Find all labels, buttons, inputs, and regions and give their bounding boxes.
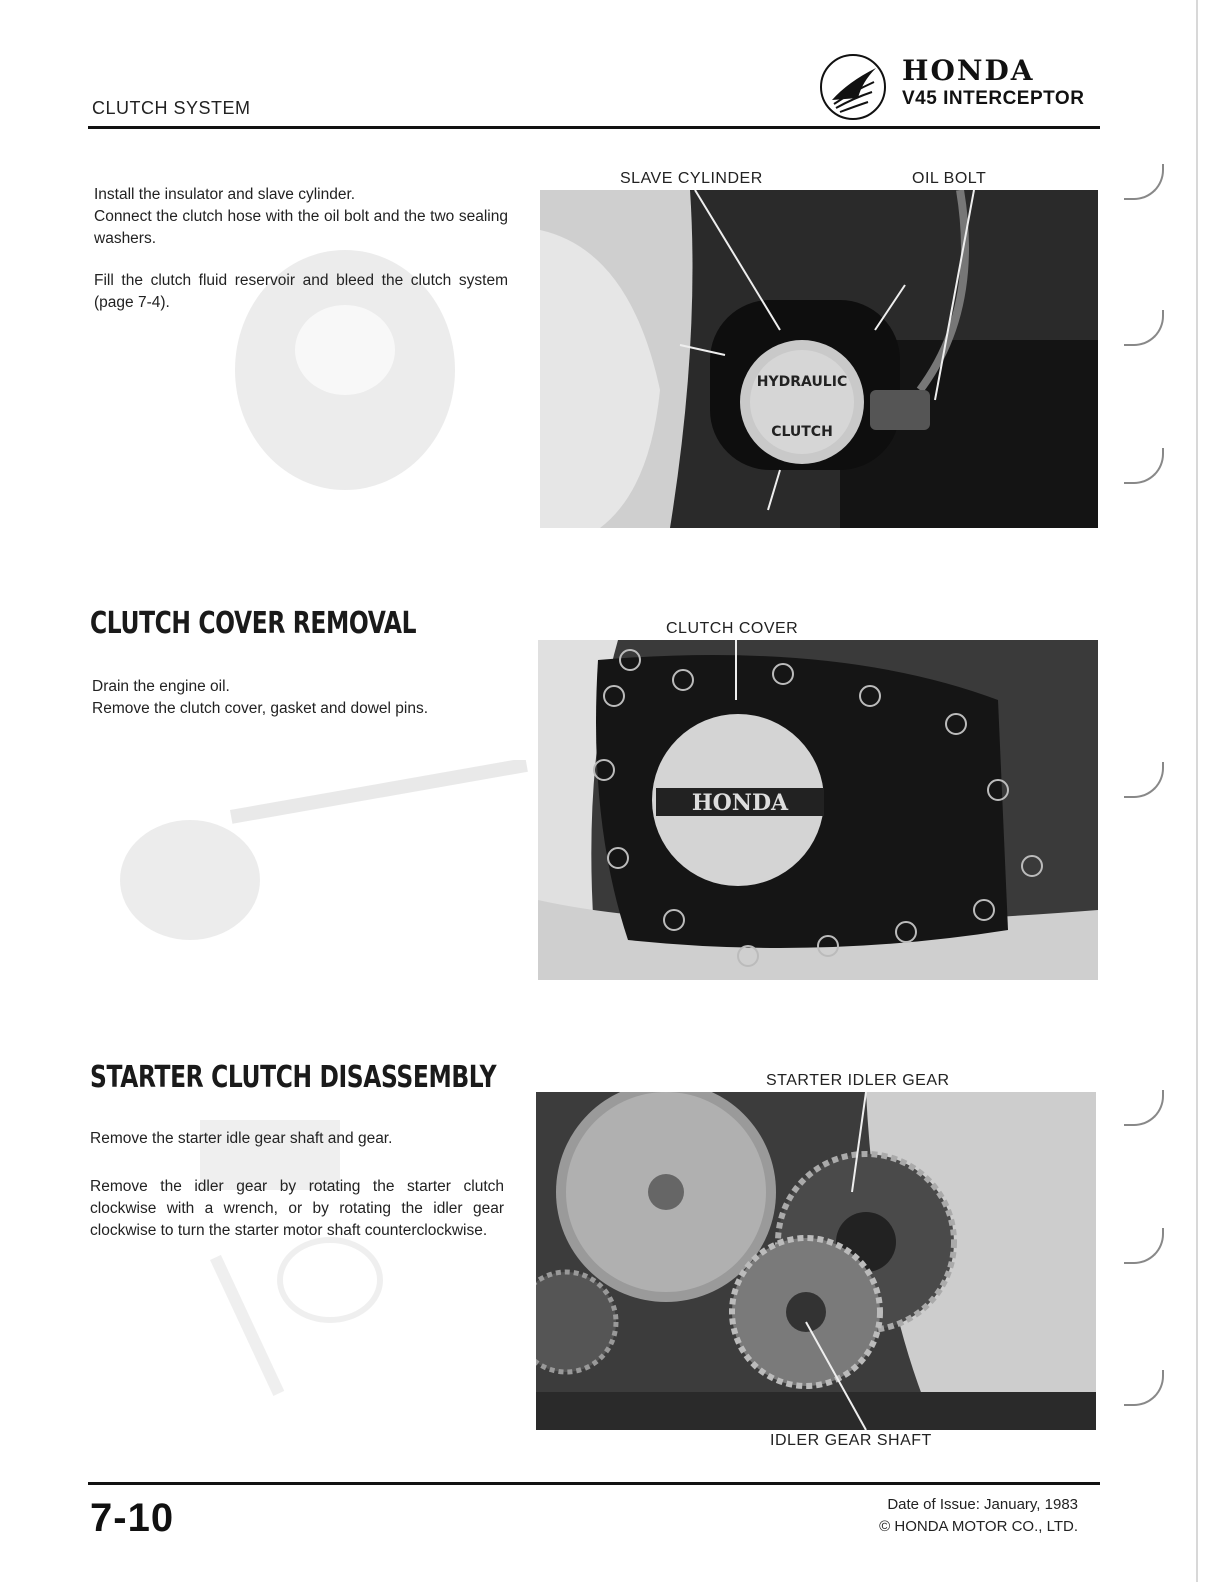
- binder-hole: [1124, 1228, 1164, 1264]
- instruction-line: Remove the starter idle gear shaft and gear.: [90, 1130, 393, 1147]
- instruction-line: Remove the clutch cover, gasket and dowel pins.: [92, 700, 429, 717]
- wing-logo-icon: [818, 52, 888, 122]
- section-heading: CLUTCH COVER REMOVAL: [90, 606, 417, 641]
- binder-hole: [1124, 448, 1164, 484]
- instruction-line: Connect the clutch hose with the oil bolt and the two sealing washers.: [94, 208, 508, 247]
- footer-rule: [88, 1482, 1100, 1485]
- copyright: © HONDA MOTOR CO., LTD.: [879, 1518, 1078, 1535]
- binder-hole: [1124, 164, 1164, 200]
- binder-hole: [1124, 1090, 1164, 1126]
- instruction-line: Install the insulator and slave cylinder.: [94, 186, 356, 203]
- binder-hole: [1124, 762, 1164, 798]
- callout-idler-gear-shaft: IDLER GEAR SHAFT: [770, 1432, 932, 1449]
- issue-info: [780, 1494, 1078, 1538]
- section-heading: STARTER CLUTCH DISASSEMBLY: [90, 1060, 497, 1095]
- install-instructions: [94, 184, 508, 314]
- cover-badge: HONDA: [691, 790, 789, 816]
- page-number: 7-10: [90, 1496, 175, 1540]
- slave-cylinder-photo: [540, 190, 1098, 528]
- instruction-line: Remove the idler gear by rotating the starter clutch clockwise with a wrench, or by rotating the idler gear clockwise to turn the starter motor shaft counterclockwise.: [90, 1178, 504, 1239]
- callout-clutch-cover: CLUTCH COVER: [666, 620, 799, 637]
- binder-hole: [1124, 310, 1164, 346]
- brand-logo: [818, 52, 1108, 126]
- removal-instructions: [92, 676, 512, 720]
- page-edge: [1196, 0, 1198, 1582]
- instruction-line: Drain the engine oil.: [92, 678, 230, 695]
- cover-text-bottom: CLUTCH: [771, 424, 833, 440]
- starter-clutch-photo: [536, 1092, 1096, 1430]
- disassembly-instructions: [90, 1128, 504, 1242]
- callout-starter-idler-gear: STARTER IDLER GEAR: [766, 1072, 950, 1089]
- instruction-line: Fill the clutch fluid reservoir and bleed the clutch system (page 7-4).: [94, 272, 508, 311]
- clutch-cover-photo: [538, 640, 1098, 980]
- cover-text-top: HYDRAULIC: [756, 374, 848, 390]
- header-rule: [88, 126, 1100, 129]
- callout-oil-bolt: OIL BOLT: [912, 170, 987, 187]
- brand-model: V45 INTERCEPTOR: [902, 88, 1085, 109]
- binder-hole: [1124, 1370, 1164, 1406]
- issue-date: Date of Issue: January, 1983: [887, 1496, 1078, 1513]
- callout-slave-cylinder: SLAVE CYLINDER: [620, 170, 763, 187]
- brand-name: HONDA: [902, 54, 1035, 87]
- ghost-illustration: [90, 760, 530, 960]
- section-label: CLUTCH SYSTEM: [92, 98, 251, 118]
